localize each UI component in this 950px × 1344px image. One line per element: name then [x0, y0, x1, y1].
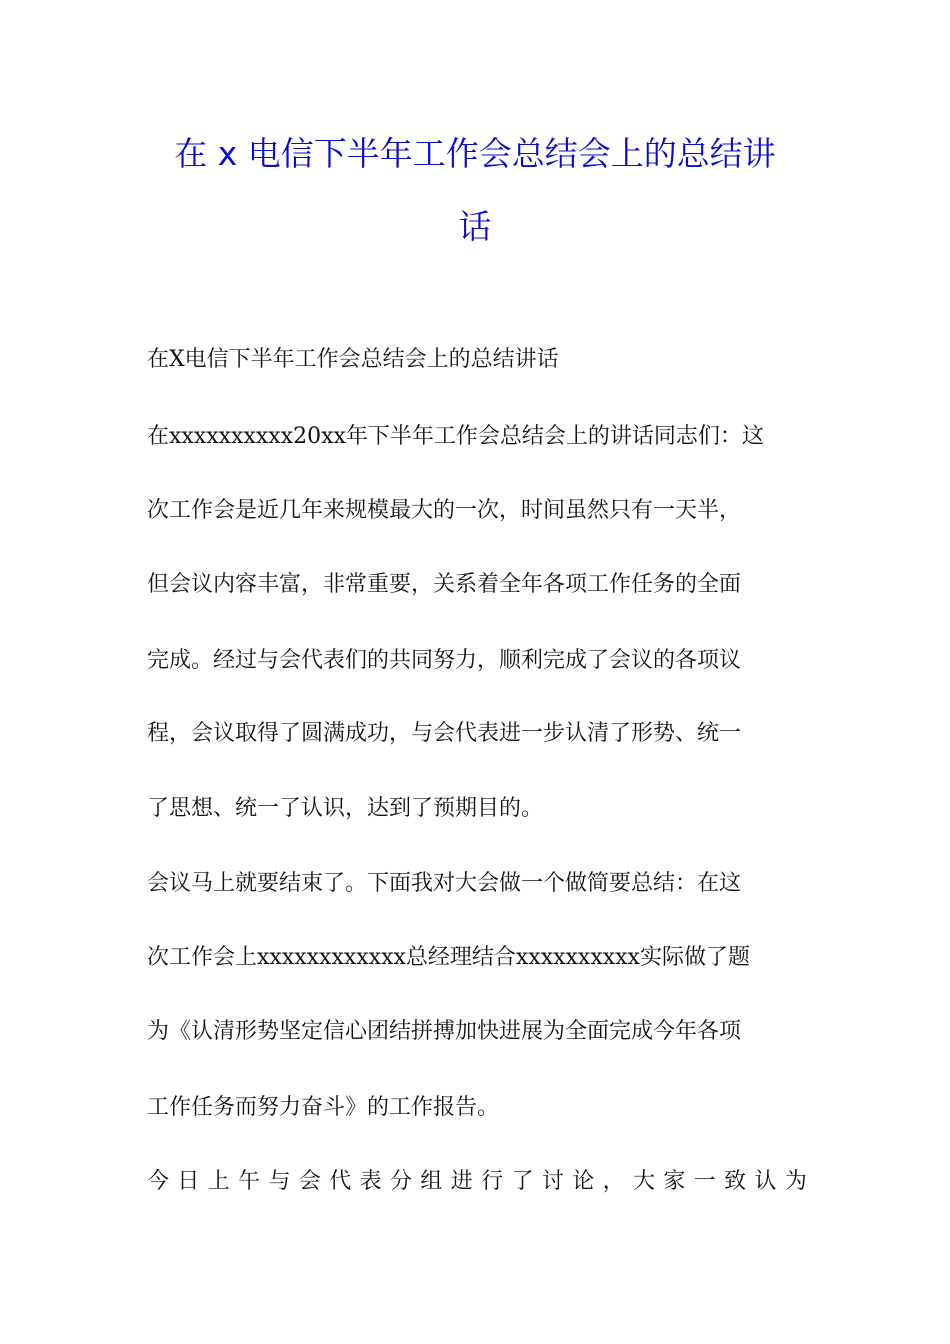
body-char: 午: [238, 1169, 261, 1194]
body-char: 家: [663, 1169, 686, 1194]
body-char: 日: [177, 1169, 200, 1194]
body-heading: 在X电信下半年工作会总结会上的总结讲话: [147, 347, 559, 372]
body-char: 一: [693, 1169, 716, 1194]
body-line: 工作任务而努力奋斗》的工作报告。: [147, 1095, 500, 1120]
body-line: 但会议内容丰富，非常重要，关系着全年各项工作任务的全面: [147, 572, 742, 597]
body-char: 为: [784, 1169, 807, 1194]
body-char: 与: [268, 1169, 291, 1194]
body-line: 次工作会上xxxxxxxxxxxx总经理结合xxxxxxxxxx实际做了题: [147, 945, 750, 970]
body-char: 大: [633, 1169, 656, 1194]
body-char: 今: [147, 1169, 170, 1194]
body-char: 行: [481, 1169, 504, 1194]
body-line-justified: [147, 1171, 807, 1193]
document-title-line-1: 在 x 电信下半年工作会总结会上的总结讲: [174, 134, 776, 173]
body-line: 在xxxxxxxxxx20xx年下半年工作会总结会上的讲话同志们：这: [147, 424, 764, 449]
body-char: 表: [359, 1169, 382, 1194]
body-char: 论: [572, 1169, 595, 1194]
body-line: 为《认清形势坚定信心团结拼搏加快进展为全面完成今年各项: [147, 1019, 742, 1044]
body-line: 会议马上就要结束了。下面我对大会做一个做简要总结：在这: [147, 871, 742, 896]
body-char: 上: [207, 1169, 230, 1194]
body-line: 了思想、统一了认识，达到了预期目的。: [147, 796, 544, 821]
body-line: 次工作会是近几年来规模最大的一次，时间虽然只有一天半，: [147, 498, 742, 523]
body-char: 组: [420, 1169, 443, 1194]
body-char: 讨: [541, 1169, 564, 1194]
body-char: 致: [724, 1169, 747, 1194]
body-char: 认: [754, 1169, 777, 1194]
document-title-line-2: 话: [458, 207, 492, 246]
body-char: 代: [329, 1169, 352, 1194]
body-line: 程，会议取得了圆满成功，与会代表进一步认清了形势、统一: [147, 721, 742, 746]
body-char: 了: [511, 1169, 534, 1194]
body-char: 分: [390, 1169, 413, 1194]
body-char: 进: [450, 1169, 473, 1194]
body-line: 完成。经过与会代表们的共同努力，顺利完成了会议的各项议: [147, 648, 742, 673]
body-char: 会: [298, 1169, 321, 1194]
body-char: ，: [602, 1169, 625, 1194]
